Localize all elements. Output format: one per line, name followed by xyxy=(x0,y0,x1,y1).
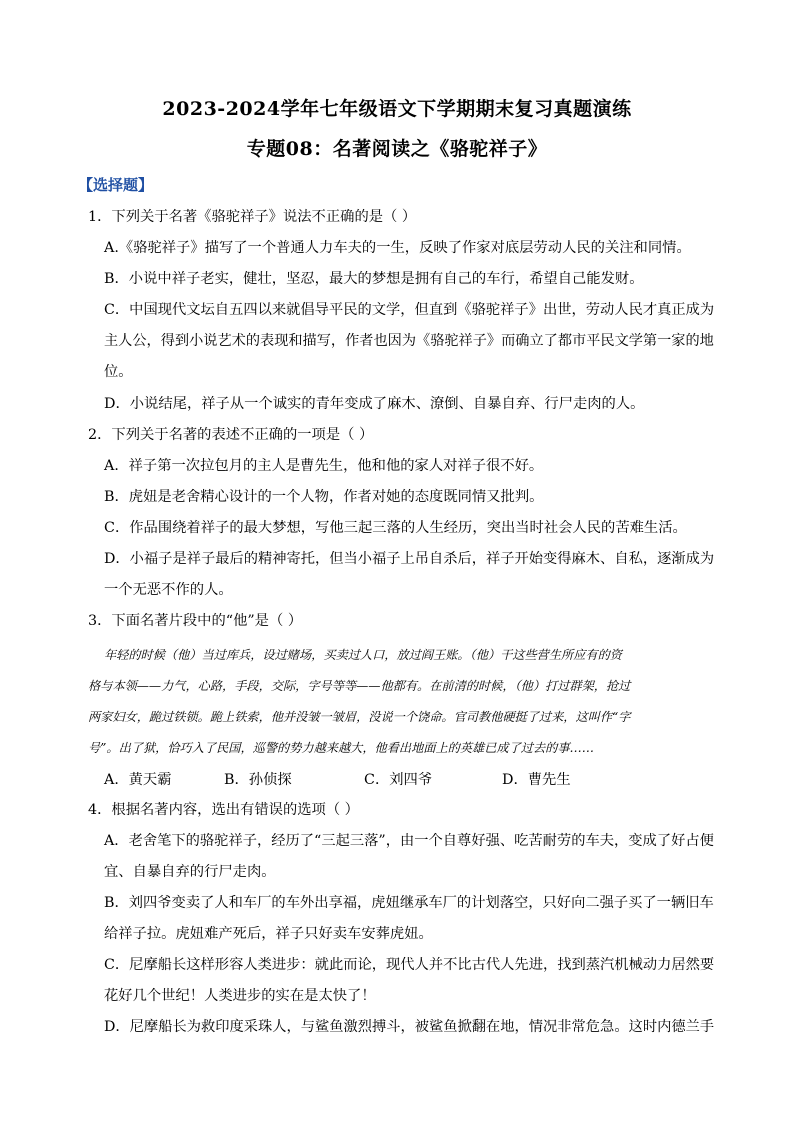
question-4-option-c: C．尼摩船长这样形容人类进步：就此而论，现代人并不比古代人先进，找到蒸汽机械动力居然要 xyxy=(104,957,715,973)
question-1-stem: 1．下列关于名著《骆驼祥子》说法不正确的是（ ） xyxy=(88,209,417,225)
question-1-option-d: D．小说结尾，祥子从一个诚实的青年变成了麻木、潦倒、自暴自弃、行尸走肉的人。 xyxy=(104,396,645,412)
question-1-option-b: B．小说中祥子老实，健壮，坚忍，最大的梦想是拥有自己的车行，希望自己能发财。 xyxy=(104,271,644,287)
question-2-option-d: D．小福子是祥子最后的精神寄托，但当小福子上吊自杀后，祥子开始变得麻木、自私，逐渐成为 xyxy=(104,551,715,567)
question-3-option-b: B．孙侦探 xyxy=(224,772,292,788)
question-4-option-c-cont: 花好几个世纪！人类进步的实在是太快了！ xyxy=(104,988,376,1004)
question-1-option-c: C．中国现代文坛自五四以来就倡导平民的文学，但直到《骆驼祥子》出世，劳动人民才真正成为 xyxy=(104,302,715,318)
passage-line: 格与本领——力气，心路，手段，交际，字号等等——他都有。在前清的时候，（他）打过群架，抢过 xyxy=(88,679,631,693)
question-4-option-d: D．尼摩船长为救印度采珠人，与鲨鱼激烈搏斗，被鲨鱼掀翻在地，情况非常危急。这时内德兰手 xyxy=(104,1019,715,1035)
question-3-option-d: D．曹先生 xyxy=(502,772,571,788)
passage-line: 年轻的时候（他）当过库兵，设过赌场，买卖过人口，放过阎王账。（他）干这些营生所应有的资 xyxy=(104,648,622,662)
question-2-stem: 2．下列关于名著的表述不正确的一项是（ ） xyxy=(88,427,374,443)
question-2-option-d-cont: 一个无恶不作的人。 xyxy=(104,582,233,598)
question-4-stem: 4．根据名著内容，选出有错误的选项（ ） xyxy=(88,802,359,818)
passage-line: 号”。出了狱，恰巧入了民国，巡警的势力越来越大，他看出地面上的英雄已成了过去的事…… xyxy=(88,741,594,755)
question-2-option-a: A．祥子第一次拉包月的主人是曹先生，他和他的家人对祥子很不好。 xyxy=(104,458,544,474)
question-1-option-a: A.《骆驼祥子》描写了一个普通人力车夫的一生，反映了作家对底层劳动人民的关注和同情。 xyxy=(104,240,691,256)
document-subtitle: 专题08：名著阅读之《骆驼祥子》 xyxy=(246,138,548,160)
section-label: 【选择题】 xyxy=(78,176,154,194)
question-2-option-c: C．作品围绕着祥子的最大梦想，写他三起三落的人生经历，突出当时社会人民的苦难生活。 xyxy=(104,520,687,536)
passage-line: 两家妇女，跪过铁锁。跪上铁索，他并没皱一皱眉，没说一个饶命。官司教他硬挺了过来，这叫作“字 xyxy=(88,710,631,724)
question-3-stem: 3．下面名著片段中的“他”是（ ） xyxy=(88,613,303,629)
question-3-option-a: A．黄天霸 xyxy=(104,772,172,788)
question-1-option-c-cont: 主人公，得到小说艺术的表现和描写，作者也因为《骆驼祥子》而确立了都市平民文学第一家的地 xyxy=(104,333,714,349)
question-2-option-b: B．虎妞是老舍精心设计的一个人物，作者对她的态度既同情又批判。 xyxy=(104,489,544,505)
question-3-option-c: C．刘四爷 xyxy=(364,772,433,788)
question-4-option-b: B．刘四爷变卖了人和车厂的车外出享福，虎妞继承车厂的计划落空，只好向二强子买了一辆旧车 xyxy=(104,895,714,911)
question-4-option-b-cont: 给祥子拉。虎妞难产死后，祥子只好卖车安葬虎妞。 xyxy=(104,926,433,942)
document-title: 2023-2024学年七年级语文下学期期末复习真题演练 xyxy=(162,98,632,120)
question-1-option-c-cont: 位。 xyxy=(104,364,133,380)
question-4-option-a: A．老舍笔下的骆驼祥子，经历了“三起三落”，由一个自尊好强、吃苦耐劳的车夫，变成了好占便 xyxy=(104,833,714,849)
question-4-option-a-cont: 宜、自暴自弃的行尸走肉。 xyxy=(104,864,276,880)
